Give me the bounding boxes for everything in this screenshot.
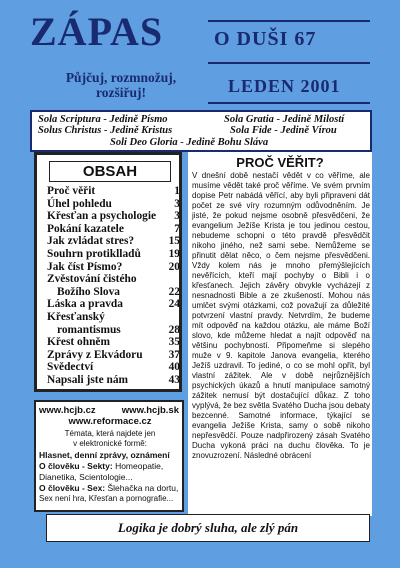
toc-item[interactable]: Jak číst Písmo? 20 xyxy=(47,260,180,273)
toc-item[interactable]: Zprávy z Ekvádoru 37 xyxy=(47,348,180,361)
web-topic-sex: O člověku - Sex: Šlehačka na dortu, xyxy=(39,483,179,493)
toc-item[interactable]: Úhel pohledu 3 xyxy=(47,197,180,210)
link-hcjb-cz[interactable]: www.hcjb.cz xyxy=(39,405,96,416)
toc-item[interactable]: Božího Slova 22 xyxy=(57,285,180,298)
sola-gratia: Sola Gratia - Jedině Milostí xyxy=(224,114,345,125)
link-hcjb-sk[interactable]: www.hcjb.sk xyxy=(121,405,179,416)
toc-item[interactable]: Svědectví 40 xyxy=(47,361,180,374)
toc-item[interactable]: Jak zvládat stres? 15 xyxy=(47,235,180,248)
toc-list xyxy=(47,185,180,387)
article-body: V dnešní době nestačí vědět v co věříme, ale musíme vědět také proč věříme. Ve svém prvním dopise Petr nabádá věřící, aby byli připraveni dát počet ze své víry rozumným odůvodněním. Je jisté, že pokud nejsme osobně přesvědčeni, že evangelium Ježíše Krista je tou jedinou cestou, nebudeme schopni o této pravdě přesvědčit nikoho jiného, než sami sebe. Nemůžeme se přinutit dělat něco, o čem nejsme přesvědčeni. Vždy kolem nás je mnoho přemýšlejících nevěřících, kteří mají pochyby o Bibli i o křesťanech. Jejich závěry obvykle vycházejí z nesnadnosti Bible a ze zkušeností. Mohou nás umlčet svými otázkami, což považují za důležité potvrzení vlastní pravdy. Netvrdím, že budeme mít odpověď na každou otázku, ale máme Boží slovo, kde můžeme hledat a najít odpověď na většinu pochybností. Připomeňme si slepého muže v 9. kapitole Janova evangelia, kterého Ježíš uzdravil. To jediné, o co se mohl opřít, byl vlastní zážitek. Ale v době nejrůznějších psychických úkazů a hnutí manipulace samotný zážitek nemusí být dostačující důkaz. Z toho vyplývá, že bez světla Svatého Ducha jsou debaty bezcenné. Samotné informace, týkající se evangelia Ježíše Krista, samy o sobě nikoho nepřesvědčí. Pouze nadpřirozený zásah Svatého Ducha vykoná práci na duchu člověka. To je znovuzrození. Následné obrácení xyxy=(192,171,370,460)
web-topic-sex-cont: Sex není hra, Křesťan a pornografie... xyxy=(39,494,174,503)
footer-motto: Logika je dobrý sluha, ale zlý pán xyxy=(46,514,370,542)
toc-item[interactable]: Křesťanský xyxy=(47,310,105,323)
web-topic-sekty: O člověku - Sekty: Homeopatie, xyxy=(39,461,164,471)
toc-item[interactable]: romantismus 28 xyxy=(57,323,180,336)
toc-item[interactable]: Křesťan a psychologie 3 xyxy=(47,210,180,223)
toc-item[interactable]: Láska a pravda 24 xyxy=(47,298,180,311)
toc-item[interactable]: Zvěstování čistého xyxy=(47,273,137,286)
slogan xyxy=(46,70,196,100)
sola-fide: Sola Fide - Jedině Vírou xyxy=(230,125,337,136)
web-topic-hlasnet: Hlasnet, denní zprávy, oznámení xyxy=(39,450,170,460)
slogan-line-1: Půjčuj, rozmnožuj, xyxy=(65,70,177,85)
sola-scriptura: Sola Scriptura - Jedině Písmo xyxy=(38,114,168,125)
magazine-title: ZÁPAS xyxy=(30,9,164,54)
toc-item[interactable]: Souhrn protiklladů 19 xyxy=(47,247,180,260)
web-intro-2: v elektronické formě: xyxy=(73,439,147,448)
link-reformace[interactable]: www.reformace.cz xyxy=(68,416,152,427)
lead-article xyxy=(188,152,372,516)
web-links-box xyxy=(34,400,184,512)
table-of-contents xyxy=(34,152,182,392)
solus-christus: Solus Christus - Jedině Kristus xyxy=(38,125,173,136)
web-topic-sekty-cont: Dianetika, Scientologie... xyxy=(39,472,133,482)
issue-number: O DUŠI 67 xyxy=(214,28,317,50)
web-intro-1: Témata, která najdete jen xyxy=(64,429,156,438)
divider xyxy=(208,62,370,64)
article-title: PROČ VĚŘIT? xyxy=(236,155,324,170)
toc-heading: OBSAH xyxy=(49,161,171,182)
toc-item[interactable]: Křest ohněm 35 xyxy=(47,336,180,349)
soli-deo-gloria: Soli Deo Gloria - Jedině Bohu Sláva xyxy=(110,137,269,148)
divider xyxy=(208,102,370,104)
slogan-line-2: rozšiřuj! xyxy=(96,85,146,100)
toc-item[interactable]: Pokání kazatele 7 xyxy=(47,222,180,235)
five-solas-box xyxy=(30,110,372,152)
toc-item[interactable]: Napsali jste nám 43 xyxy=(47,373,180,386)
toc-item[interactable]: Proč věřit 1 xyxy=(47,185,180,197)
issue-date: LEDEN 2001 xyxy=(228,76,341,96)
divider xyxy=(208,20,370,22)
